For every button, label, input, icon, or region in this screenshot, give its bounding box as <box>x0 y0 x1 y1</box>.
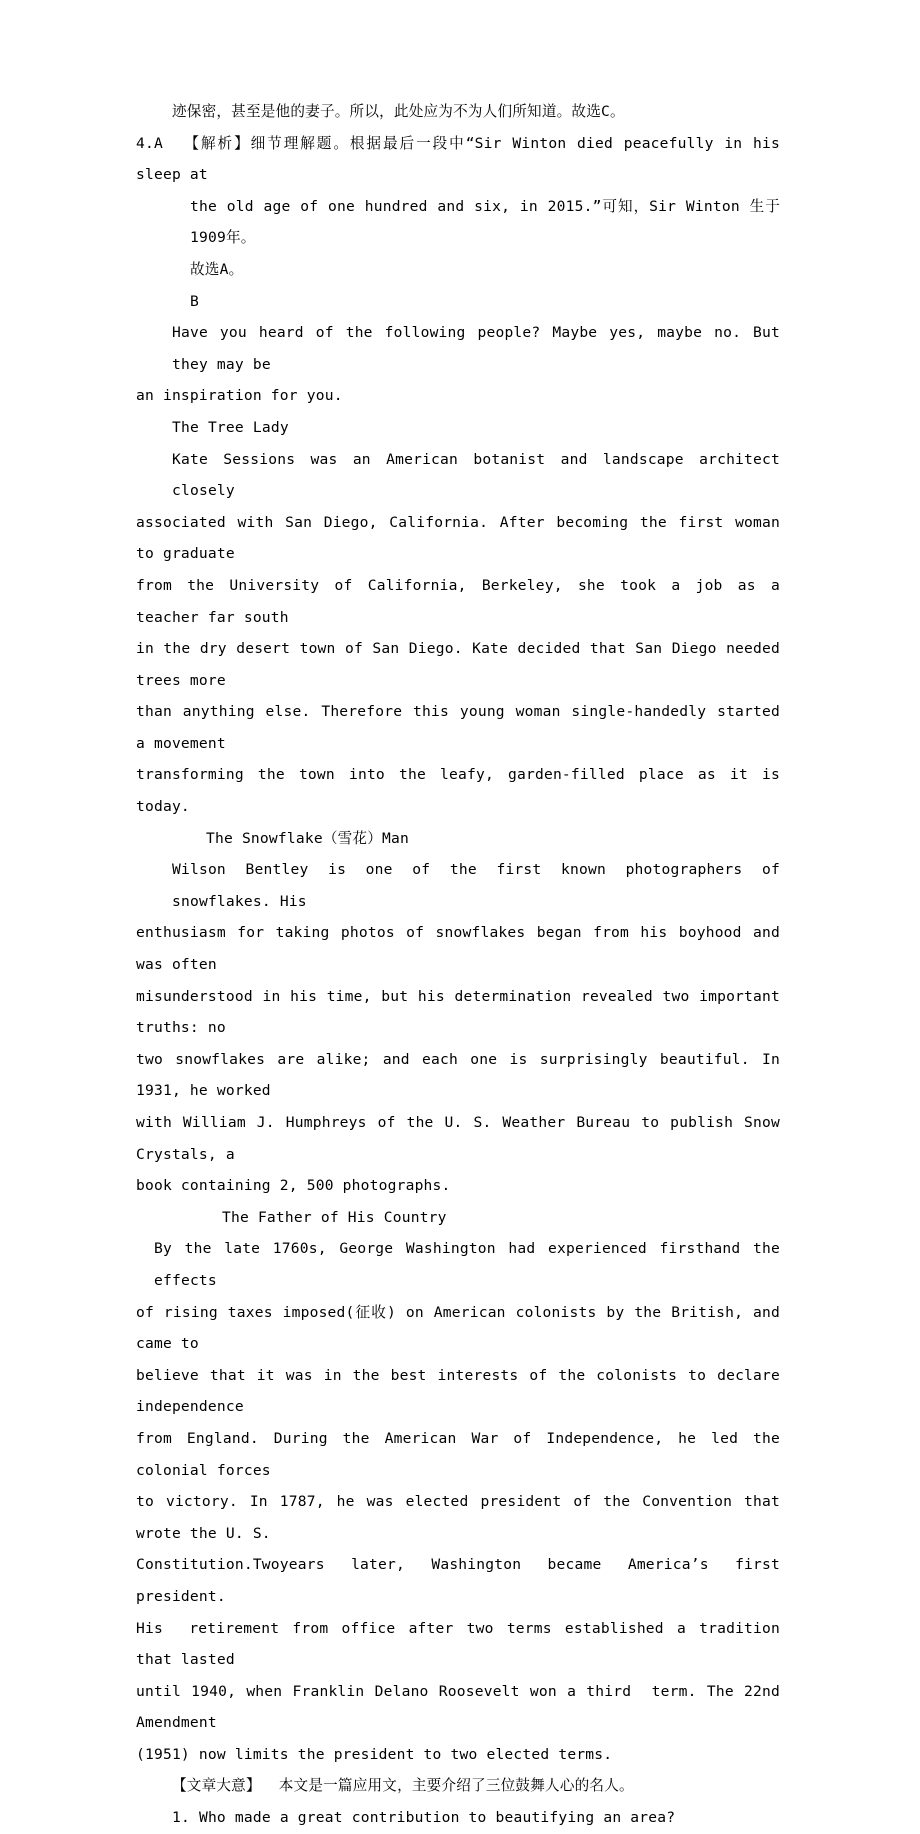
text-line: 4.A 【解析】细节理解题。根据最后一段中“Sir Winton died peacefully in his sleep at <box>136 134 789 184</box>
text-line: than anything else. Therefore this young woman single-handedly started a movement <box>136 703 789 752</box>
text-line: His retirement from office after two terms established a tradition that lasted <box>136 1619 789 1669</box>
text-line: an inspiration for you. <box>136 387 343 405</box>
text-line: (1951) now limits the president to two elected terms. <box>136 1745 613 1763</box>
section-label-b: B <box>190 292 199 310</box>
text-line: believe that it was in the best interests of the colonists to declare independence <box>136 1366 789 1416</box>
text-line: 迹保密，甚至是他的妻子。所以，此处应为不为人们所知道。故选C。 <box>172 103 625 120</box>
text-line: transforming the town into the leafy, garden-filled place as it is today. <box>136 766 789 816</box>
text-line: Have you heard of the following people? Maybe yes, maybe no. But they may be <box>172 324 789 373</box>
text-line: enthusiasm for taking photos of snowflakes began from his boyhood and was often <box>136 924 789 974</box>
text-line: associated with San Diego, California. After becoming the first woman to graduate <box>136 513 789 563</box>
text-line: 故选A。 <box>190 260 244 278</box>
document-body <box>136 96 798 1834</box>
text-line: two snowflakes are alike; and each one is surprisingly beautiful. In 1931, he worked <box>136 1050 789 1100</box>
text-line: misunderstood in his time, but his determination revealed two important truths: no <box>136 987 789 1037</box>
text-line: from the University of California, Berkeley, she took a job as a teacher far south <box>136 576 789 626</box>
text-line: Constitution.Twoyears later, Washington became America’s first president. <box>136 1556 798 1605</box>
text-line: from England. During the American War of Independence, he led the colonial forces <box>136 1429 789 1479</box>
text-line: Wilson Bentley is one of the first known photographers of snowflakes. His <box>172 861 789 910</box>
text-line: Kate Sessions was an American botanist and landscape architect closely <box>172 450 789 500</box>
subheading-father-of-country: The Father of His Country <box>222 1208 447 1226</box>
text-line: in the dry desert town of San Diego. Kate decided that San Diego needed trees more <box>136 640 789 689</box>
subheading-snowflake-man: The Snowflake（雪花）Man <box>206 829 409 847</box>
text-line: with William J. Humphreys of the U. S. Weather Bureau to publish Snow Crystals, a <box>136 1114 789 1163</box>
question-line: 1. Who made a great contribution to beautifying an area? <box>172 1809 676 1827</box>
text-line: By the late 1760s, George Washington had experienced firsthand the effects <box>154 1240 789 1289</box>
text-line: until 1940, when Franklin Delano Roosevelt won a third term. The 22nd Amendment <box>136 1682 789 1732</box>
text-line: book containing 2, 500 photographs. <box>136 1177 451 1195</box>
subheading-tree-lady: The Tree Lady <box>172 418 289 436</box>
text-line: the old age of one hundred and six, in 2015.”可知，Sir Winton 生于1909年。 <box>190 197 780 247</box>
article-summary-line: 【文章大意】 本文是一篇应用文，主要介绍了三位鼓舞人心的名人。 <box>172 1777 634 1795</box>
text-line: of rising taxes imposed(征收) on American colonists by the British, and came to <box>136 1303 789 1353</box>
text-line: to victory. In 1787, he was elected president of the Convention that wrote the U. S. <box>136 1493 789 1542</box>
